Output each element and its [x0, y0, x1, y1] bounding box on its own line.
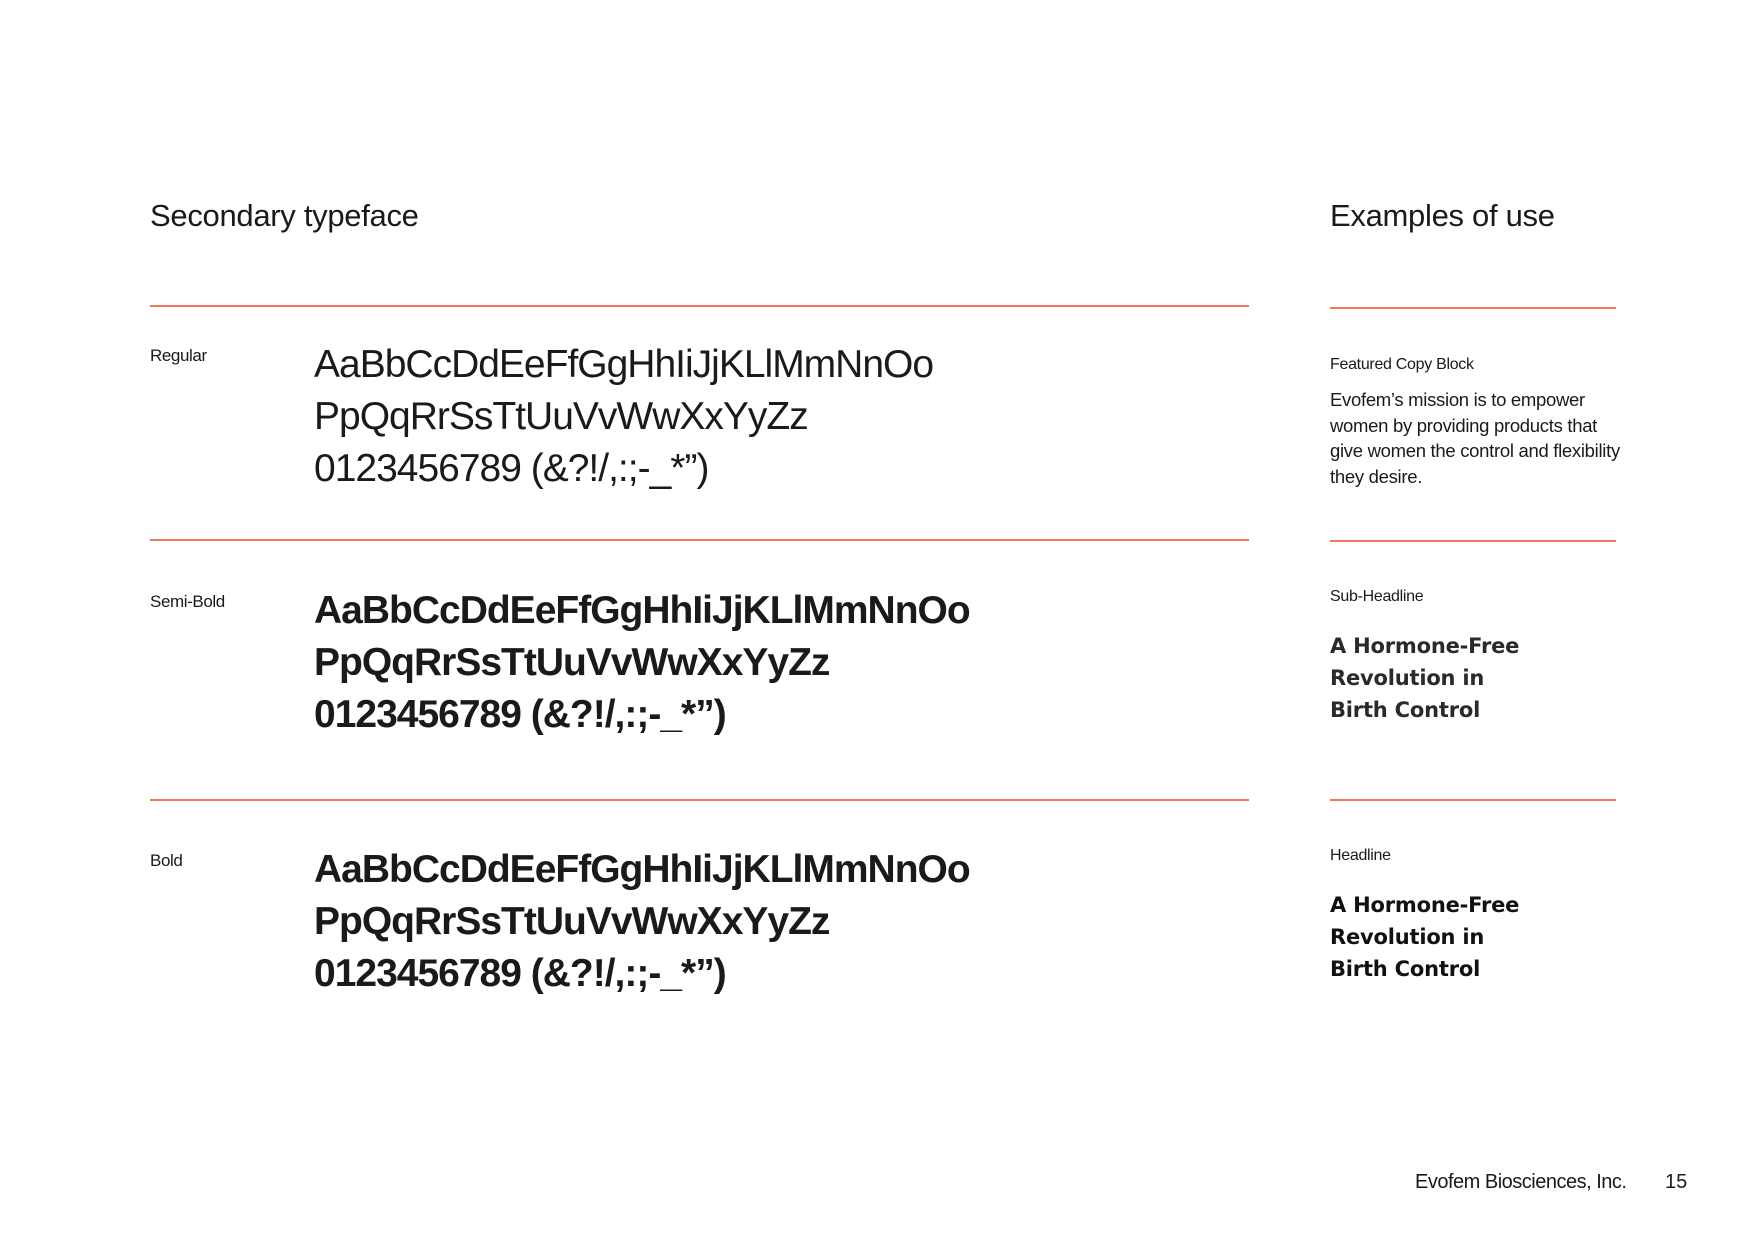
footer-company-name: Evofem Biosciences, Inc. — [1415, 1171, 1627, 1193]
divider-rule-top — [150, 305, 1249, 307]
headline-line: A Hormone-Free — [1330, 893, 1520, 917]
specimen-line: 0123456789 (&?!/,:;-_*”) — [314, 952, 726, 995]
examples-rule-middle — [1330, 540, 1616, 542]
featured-copy-label: Featured Copy Block — [1330, 356, 1474, 373]
specimen-line: AaBbCcDdEeFfGgHhIiJjKLlMmNnOo — [314, 589, 970, 632]
divider-rule-bottom — [150, 799, 1249, 801]
weight-label-bold: Bold — [150, 851, 183, 870]
divider-rule-middle — [150, 539, 1249, 541]
specimen-line: PpQqRrSsTtUuVvWwXxYyZz — [314, 641, 830, 684]
specimen-line: PpQqRrSsTtUuVvWwXxYyZz — [314, 900, 830, 943]
weight-label-semibold: Semi-Bold — [150, 592, 225, 611]
headline-line: Birth Control — [1330, 957, 1481, 981]
specimen-semibold — [314, 585, 970, 741]
subheadline-example — [1330, 630, 1519, 726]
specimen-bold — [314, 844, 970, 1000]
headline-label: Headline — [1330, 847, 1391, 864]
subheadline-line: A Hormone-Free — [1330, 634, 1520, 658]
headline-example — [1330, 889, 1519, 985]
weight-label-regular: Regular — [150, 346, 207, 365]
subheadline-line: Birth Control — [1330, 698, 1481, 722]
specimen-line: 0123456789 (&?!/,:;-_*”) — [314, 447, 709, 490]
subheadline-line: Revolution in — [1330, 666, 1485, 690]
examples-rule-bottom — [1330, 799, 1616, 801]
examples-of-use-title: Examples of use — [1330, 198, 1555, 233]
featured-copy-text: Evofem’s mission is to empower women by providing products that give women the control and flexibility they desire. — [1330, 389, 1620, 487]
examples-rule-top — [1330, 307, 1616, 309]
specimen-line: AaBbCcDdEeFfGgHhIiJjKLlMmNnOo — [314, 343, 934, 386]
specimen-line: AaBbCcDdEeFfGgHhIiJjKLlMmNnOo — [314, 848, 970, 891]
secondary-typeface-title: Secondary typeface — [150, 198, 419, 233]
subheadline-label: Sub-Headline — [1330, 588, 1424, 605]
specimen-line: 0123456789 (&?!/,:;-_*”) — [314, 693, 726, 736]
page-number: 15 — [1665, 1171, 1688, 1193]
specimen-regular — [314, 339, 933, 495]
specimen-line: PpQqRrSsTtUuVvWwXxYyZz — [314, 395, 808, 438]
headline-line: Revolution in — [1330, 925, 1485, 949]
